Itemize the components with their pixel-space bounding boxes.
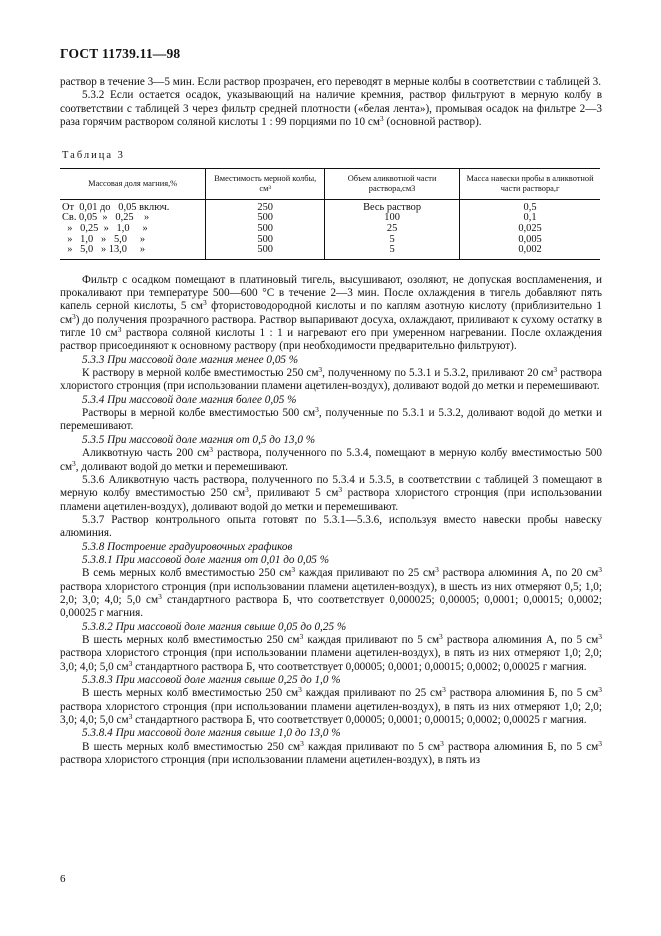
paragraph-filter: Фильтр с осадком помещают в платиновый тигель, высушивают, озоляют, не допуская воспламенения, и прокаливают при температуре 500—600 °С в течение 2—3 мин. После охлаждения в тигель добавляют пять капель серной кислоты, 5 $см^3$ фтористоводородной кислоты и по каплям азотную кислоту (приблизительно 1 $см^3$) до получения прозрачного раствора. Раствор выпаривают досуха, охлаждают, приливают к сухому остатку в тигле 10 $см^3$ раствора соляной кислоты 1 : 1 и нагревают его при умеренном нагревании. После охлаждения раствор присоединяют к основному раствору (при необходимости предварительно фильтруют). xyxy=(60,273,602,353)
table-cell: 0,025 xyxy=(460,224,600,235)
table-cell: » 0,25 » 1,0 » xyxy=(62,222,148,234)
table-cell: » 1,0 » 5,0 » xyxy=(62,233,146,245)
table-header: Объем аликвотной части раствора,см3 xyxy=(325,168,460,199)
table-cell: 0,005 xyxy=(460,235,600,246)
table-cell: 250 xyxy=(206,199,325,213)
table-3 xyxy=(60,168,600,260)
table-cell: 0,5 xyxy=(460,199,600,213)
section-5-3-4-title: 5.3.4 При массовой доле магния более 0,05 % xyxy=(82,393,297,406)
section-5-3-5-title: 5.3.5 При массовой доле магния от 0,5 до 13,0 % xyxy=(82,433,316,446)
table-cell: 500 xyxy=(206,245,325,259)
table-cell: 5 xyxy=(325,245,460,259)
table-header: Массовая доля магния,% xyxy=(60,168,206,199)
table-cell: Св. 0,05 » 0,25 » xyxy=(62,212,150,224)
table-header: Вместимость мерной колбы, см³ xyxy=(206,168,325,199)
standard-title: ГОСТ 11739.11—98 xyxy=(60,46,181,61)
table-cell: 500 xyxy=(206,235,325,246)
paragraph-5-3-5: Аликвотную часть 200 $см^3$ раствора, полученного по 5.3.4, помещают в мерную колбу вместимостью 500 $см^3$, доливают водой до метки и перемешивают. xyxy=(60,445,602,473)
section-5-3-8-1-title: 5.3.8.1 При массовой доле магния от 0,01 до 0,05 % xyxy=(82,553,330,566)
page-number: 6 xyxy=(60,873,66,885)
section-5-3-8-3-title: 5.3.8.3 При массовой доле магния свыше 0,25 до 1,0 % xyxy=(82,674,341,686)
paragraph-5-3-3: К раствору в мерной колбе вместимостью 250 $см^3$, полученному по 5.3.1 и 5.3.2, приливают 20 $см^3$ раствора хлористого стронция (при использовании пламени ацетилен-воздух), доливают водой до метки и перемешивают. xyxy=(60,365,602,393)
table-header: Масса навески пробы в аликвотной части раствора,г xyxy=(460,168,600,199)
paragraph-5-3-8-1: В семь мерных колб вместимостью 250 $см^3$ каждая приливают по 25 $см^3$ раствора алюминия А, по 20 $см^3$ раствора хлористого стронция (при использовании пламени ацетилен-воздух), в шесть из них отмеряют 0,5; 1,0; 2,0; 3,0; 4,0; 5,0 $см^3$ стандартного раствора Б, что соответствует 0,000025; 0,00005; 0,0001; 0,00015; 0,0002; 0,00025 г магния. xyxy=(60,565,603,620)
paragraph-5-3-7: 5.3.7 Раствор контрольного опыта готовят по 5.3.1—5.3.6, используя вместо навески пробы навеску алюминия. xyxy=(60,513,602,540)
document-body xyxy=(60,76,602,767)
table-header-row xyxy=(60,168,600,199)
table-cell: 500 xyxy=(206,213,325,224)
table-caption: Таблица 3 xyxy=(62,150,125,162)
table-row xyxy=(60,199,600,213)
paragraph-continuation: раствор в течение 3—5 мин. Если раствор прозрачен, его переводят в мерные колбы в соответствии с таблицей 3. xyxy=(60,76,602,88)
section-5-3-8-title: 5.3.8 Построение градуировочных графиков xyxy=(82,540,293,553)
paragraph-5-3-8-4: В шесть мерных колб вместимостью 250 $см^3$ каждая приливают по 5 $см^3$ раствора алюминия Б, по 5 $см^3$ раствора хлористого стронция (при использовании пламени ацетилен-воздух), в пять из xyxy=(60,738,602,767)
table-cell: От 0,01 до 0,05 включ. xyxy=(62,201,170,213)
section-5-3-3-title: 5.3.3 При массовой доле магния менее 0,05 % xyxy=(82,353,299,366)
paragraph-5-3-8-3: В шесть мерных колб вместимостью 250 $см^3$ каждая приливают по 25 $см^3$ раствора алюминия Б, по 5 $см^3$ раствора хлористого стронция (при использовании пламени ацетилен-воздух), в пять из них отмеряют 1,0; 2,0; 3,0; 4,0; 5,0 $см^3$ стандартного раствора Б, что соответствует 0,00005; 0,0001; 0,00015; 0,0002; 0,00025 г магния. xyxy=(60,685,602,727)
paragraph-5-3-6: 5.3.6 Аликвотную часть раствора, полученного по 5.3.4 и 5.3.5, в соответствии с таблицей 3 помещают в мерную колбу вместимостью 250 $см^3$, приливают 5 $см^3$ раствора хлористого стронция (при использовании пламени ацетилен-воздух), доливают водой до метки и перемешивают. xyxy=(60,473,602,513)
table-row xyxy=(60,224,600,235)
table-cell: 5 xyxy=(325,235,460,246)
table-cell: 0,002 xyxy=(460,245,600,259)
table-cell: » 5,0 » 13,0 » xyxy=(60,245,206,259)
table-cell: 500 xyxy=(206,224,325,235)
table-cell: 25 xyxy=(325,224,460,235)
table-cell: Весь раствор xyxy=(325,199,460,213)
paragraph-5-3-4: Растворы в мерной колбе вместимостью 500 $см^3$, полученные по 5.3.1 и 5.3.2, доливают водой до метки и перемешивают. xyxy=(60,405,603,433)
paragraph-5-3-2: 5.3.2 Если остается осадок, указывающий на наличие кремния, раствор фильтруют в мерную колбу в соответствии с таблицей 3 через фильтр средней плотности («белая лента»), промывая осадок на фильтре 2—3 раза горячим раствором соляной кислоты 1 : 99 порциями по 10 $см^3$ (основной раствор). xyxy=(60,89,602,129)
table-cell: 100 xyxy=(325,213,460,224)
table-cell: 0,1 xyxy=(460,213,600,224)
section-5-3-8-2-title: 5.3.8.2 При массовой доле магния свыше 0,05 до 0,25 % xyxy=(82,620,347,633)
section-5-3-8-4-title: 5.3.8.4 При массовой доле магния свыше 1,0 до 13,0 % xyxy=(82,727,341,740)
table-row xyxy=(60,245,600,259)
paragraph-5-3-8-2: В шесть мерных колб вместимостью 250 $см^3$ каждая приливают по 5 $см^3$ раствора алюминия А, по 5 $см^3$ раствора хлористого стронция (при использовании пламени ацетилен-воздух), в пять из них отмеряют 1,0; 2,0; 3,0; 4,0; 5,0 $см^3$ стандартного раствора Б, что соответствует 0,00005; 0,0001; 0,00015; 0,0002; 0,00025 г магния. xyxy=(60,631,602,673)
